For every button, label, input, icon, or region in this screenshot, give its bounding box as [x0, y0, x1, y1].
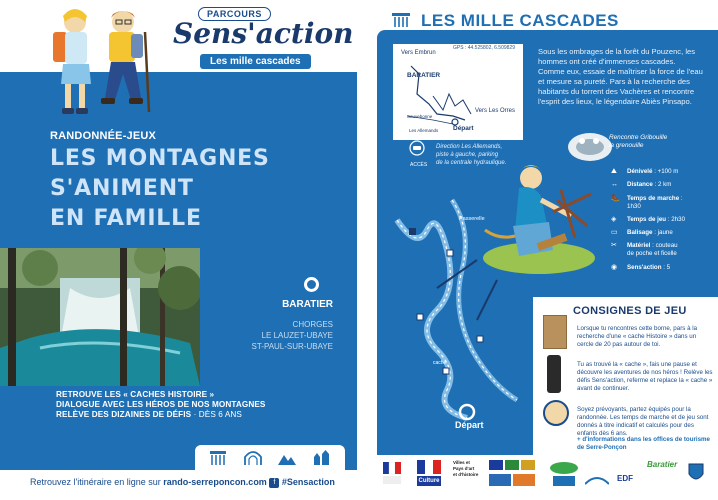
cover-footer	[30, 477, 335, 488]
category-label: RANDONNÉE-JEUX	[50, 130, 157, 142]
map-label-depart: Départ	[453, 125, 474, 132]
stat-distance	[611, 181, 671, 188]
map-label-vers-les-orres: Vers Les Orres	[475, 108, 516, 114]
partner-logos-group	[489, 460, 539, 488]
route-label-passerelle: Passerelle	[459, 216, 485, 222]
cover-title-line-3: EN FAMILLE	[50, 206, 202, 231]
waterfall-photo	[0, 248, 200, 386]
frog-caption-line-2: la grenouille	[609, 142, 644, 149]
direction-line-2: piste à gauche, parking	[436, 152, 499, 158]
stat-temps-jeu	[611, 215, 685, 223]
brand-name: Sens'action	[173, 17, 354, 50]
stat-label: Dénivelé	[627, 168, 653, 175]
sponsor-logos	[377, 458, 718, 500]
sens-action-logo	[168, 4, 354, 74]
promo-line-2: DIALOGUE AVEC LES HÉROS DE NOS MONTAGNES	[56, 400, 266, 409]
stat-value: : 2 km	[654, 181, 672, 188]
route-story: Sous les ombrages de la forêt du Pouzenc, les hommes ont créé d'immenses cascades. Comme eux, essaie de maîtriser la force de l'eau et mesure sa pureté. Pars à la recherche des habitants du torrent des Vachères et rencontre l'esprit des lieux, le légendaire Abiès Pinsapo.	[538, 47, 703, 106]
stat-value: 1h30	[627, 203, 641, 210]
culture-logo: Culture	[418, 478, 440, 484]
stat-label: Temps de marche	[627, 195, 680, 202]
distance-icon: ↔	[611, 181, 618, 188]
promo-line-1: RETROUVE LES « CACHES HISTOIRE »	[56, 390, 215, 399]
stat-label: Temps de jeu	[627, 216, 667, 223]
game-instructions-box	[533, 297, 718, 455]
stat-value: : couteau	[652, 242, 678, 249]
landscape-icon	[277, 449, 297, 467]
hero-face-icon	[543, 400, 569, 426]
instructions-paragraph-1: Lorsque tu rencontres cette borne, pars à la recherche d'une « cache Histoire » dans un cercle de 20 pas autour de toi.	[577, 325, 698, 348]
map-label-baratier: BARATIER	[407, 72, 441, 79]
villes-pays-logo: Villes et Pays d'art et d'histoire	[453, 460, 479, 477]
gps-coordinates: GPS : 44.525802, 6.509829	[453, 45, 515, 51]
cascade-icon	[208, 449, 228, 467]
serre-poncon-logo	[585, 472, 609, 488]
stat-temps-marche	[611, 194, 683, 202]
elevation-icon: ⛰	[611, 168, 617, 175]
instructions-title: CONSIGNES DE JEU	[573, 305, 687, 317]
trail-name-badge: Les mille cascades	[200, 54, 311, 69]
hiker-icon: 🥾	[611, 195, 620, 202]
girl-raft-illustration	[479, 160, 604, 278]
promo-age: · DÈS 6 ANS	[193, 410, 242, 419]
instructions-paragraph-2: Tu as trouvé la « cache », fais une pause et découvre les aventures de nos héros ! Relève les défis Sens'action, referme et replace la « cache » avant de continuer.	[577, 361, 713, 392]
stat-value: :	[680, 195, 683, 202]
promo-line-3-text: RELÈVE DES DIZAINES DE DÉFIS	[56, 410, 192, 419]
route-label-depart: Départ	[455, 420, 484, 430]
stat-label: Distance	[627, 181, 653, 188]
stat-materiel	[611, 241, 678, 249]
sens-action-icon: ◉	[611, 264, 618, 271]
cover-title-line-1: LES MONTAGNES	[50, 146, 270, 171]
stat-denivele	[611, 168, 678, 176]
stat-value: : 2h30	[667, 216, 686, 223]
theme-icons-row	[195, 445, 345, 471]
stat-value: : jaune	[654, 229, 673, 236]
stat-materiel-value	[611, 250, 677, 257]
stat-balisage	[611, 228, 673, 236]
ministere-flag	[417, 460, 441, 474]
game-icon: ◈	[611, 216, 617, 223]
tunnel-icon	[243, 449, 263, 467]
instructions-paragraph-3: Soyez prévoyants, partez équipés pour la randonnée. Les temps de marche et de jeu sont donnés à titre indicatif et calculés pour des enfants dès 6 ans.	[577, 406, 709, 437]
cascade-title-icon	[391, 12, 411, 28]
facebook-icon[interactable]: f	[269, 478, 279, 488]
access-label: ACCÈS	[410, 162, 428, 168]
map-label-sauvebonne: Sauvebonne	[407, 114, 433, 119]
route-panel	[361, 0, 718, 500]
direction-line-3: de la centrale hydraulique.	[436, 160, 507, 166]
edf-logo: EDF	[617, 474, 633, 483]
hashtag: #Sensaction	[281, 477, 335, 487]
stat-label: Sens'action	[627, 264, 662, 271]
direction-line-1: Direction Les Allemands,	[436, 144, 503, 150]
map-label-les-allemands: Les Allemands	[409, 128, 439, 133]
knife-icon: ✂	[611, 242, 617, 249]
frog-caption-line-1: Rencontre Gribouille	[609, 134, 668, 141]
town-st-paul: ST-PAUL-SUR-UBAYE	[251, 342, 333, 351]
cache-tube-image	[547, 355, 561, 393]
parcours-badge: PARCOURS	[198, 7, 271, 21]
marker-icon: ▭	[611, 229, 618, 236]
promo-line-3	[56, 410, 242, 419]
regional-park-logo	[549, 460, 579, 488]
start-town: BARATIER	[282, 299, 333, 310]
map-label-vers-embrun: Vers Embrun	[401, 50, 436, 56]
town-chorges: CHORGES	[292, 320, 333, 329]
frog-caption	[609, 134, 667, 150]
route-title: LES MILLE CASCADES	[421, 11, 619, 30]
footer-prefix: Retrouvez l'itinéraire en ligne sur	[30, 477, 164, 487]
cache-box-image	[543, 315, 567, 349]
cover-title-line-2: S'ANIMENT	[50, 176, 194, 201]
access-car-icon	[409, 140, 425, 158]
route-label-cache: cache	[433, 360, 447, 366]
instructions-more-info: + d'informations dans les offices de tourisme de Serre-Ponçon	[577, 436, 710, 451]
cover-panel	[0, 0, 357, 500]
stat-value: : 5	[663, 264, 671, 271]
stat-value: de poche et ficelle	[627, 250, 677, 257]
stat-label: Matériel	[627, 242, 651, 249]
stat-value: : +100 m	[654, 168, 679, 175]
commune-crest-logo	[687, 462, 705, 484]
republique-logo	[383, 462, 401, 484]
stat-sens-action	[611, 263, 670, 271]
town-le-lauzet: LE LAUZET-UBAYE	[261, 331, 333, 340]
hikers-illustration	[45, 2, 160, 120]
start-point-marker	[304, 277, 319, 292]
village-icon	[312, 449, 332, 467]
baratier-logo: Baratier	[647, 460, 678, 469]
website-link[interactable]: rando-serreponcon.com	[163, 477, 267, 487]
stat-label: Balisage	[627, 229, 653, 236]
stat-temps-marche-value	[611, 203, 641, 210]
